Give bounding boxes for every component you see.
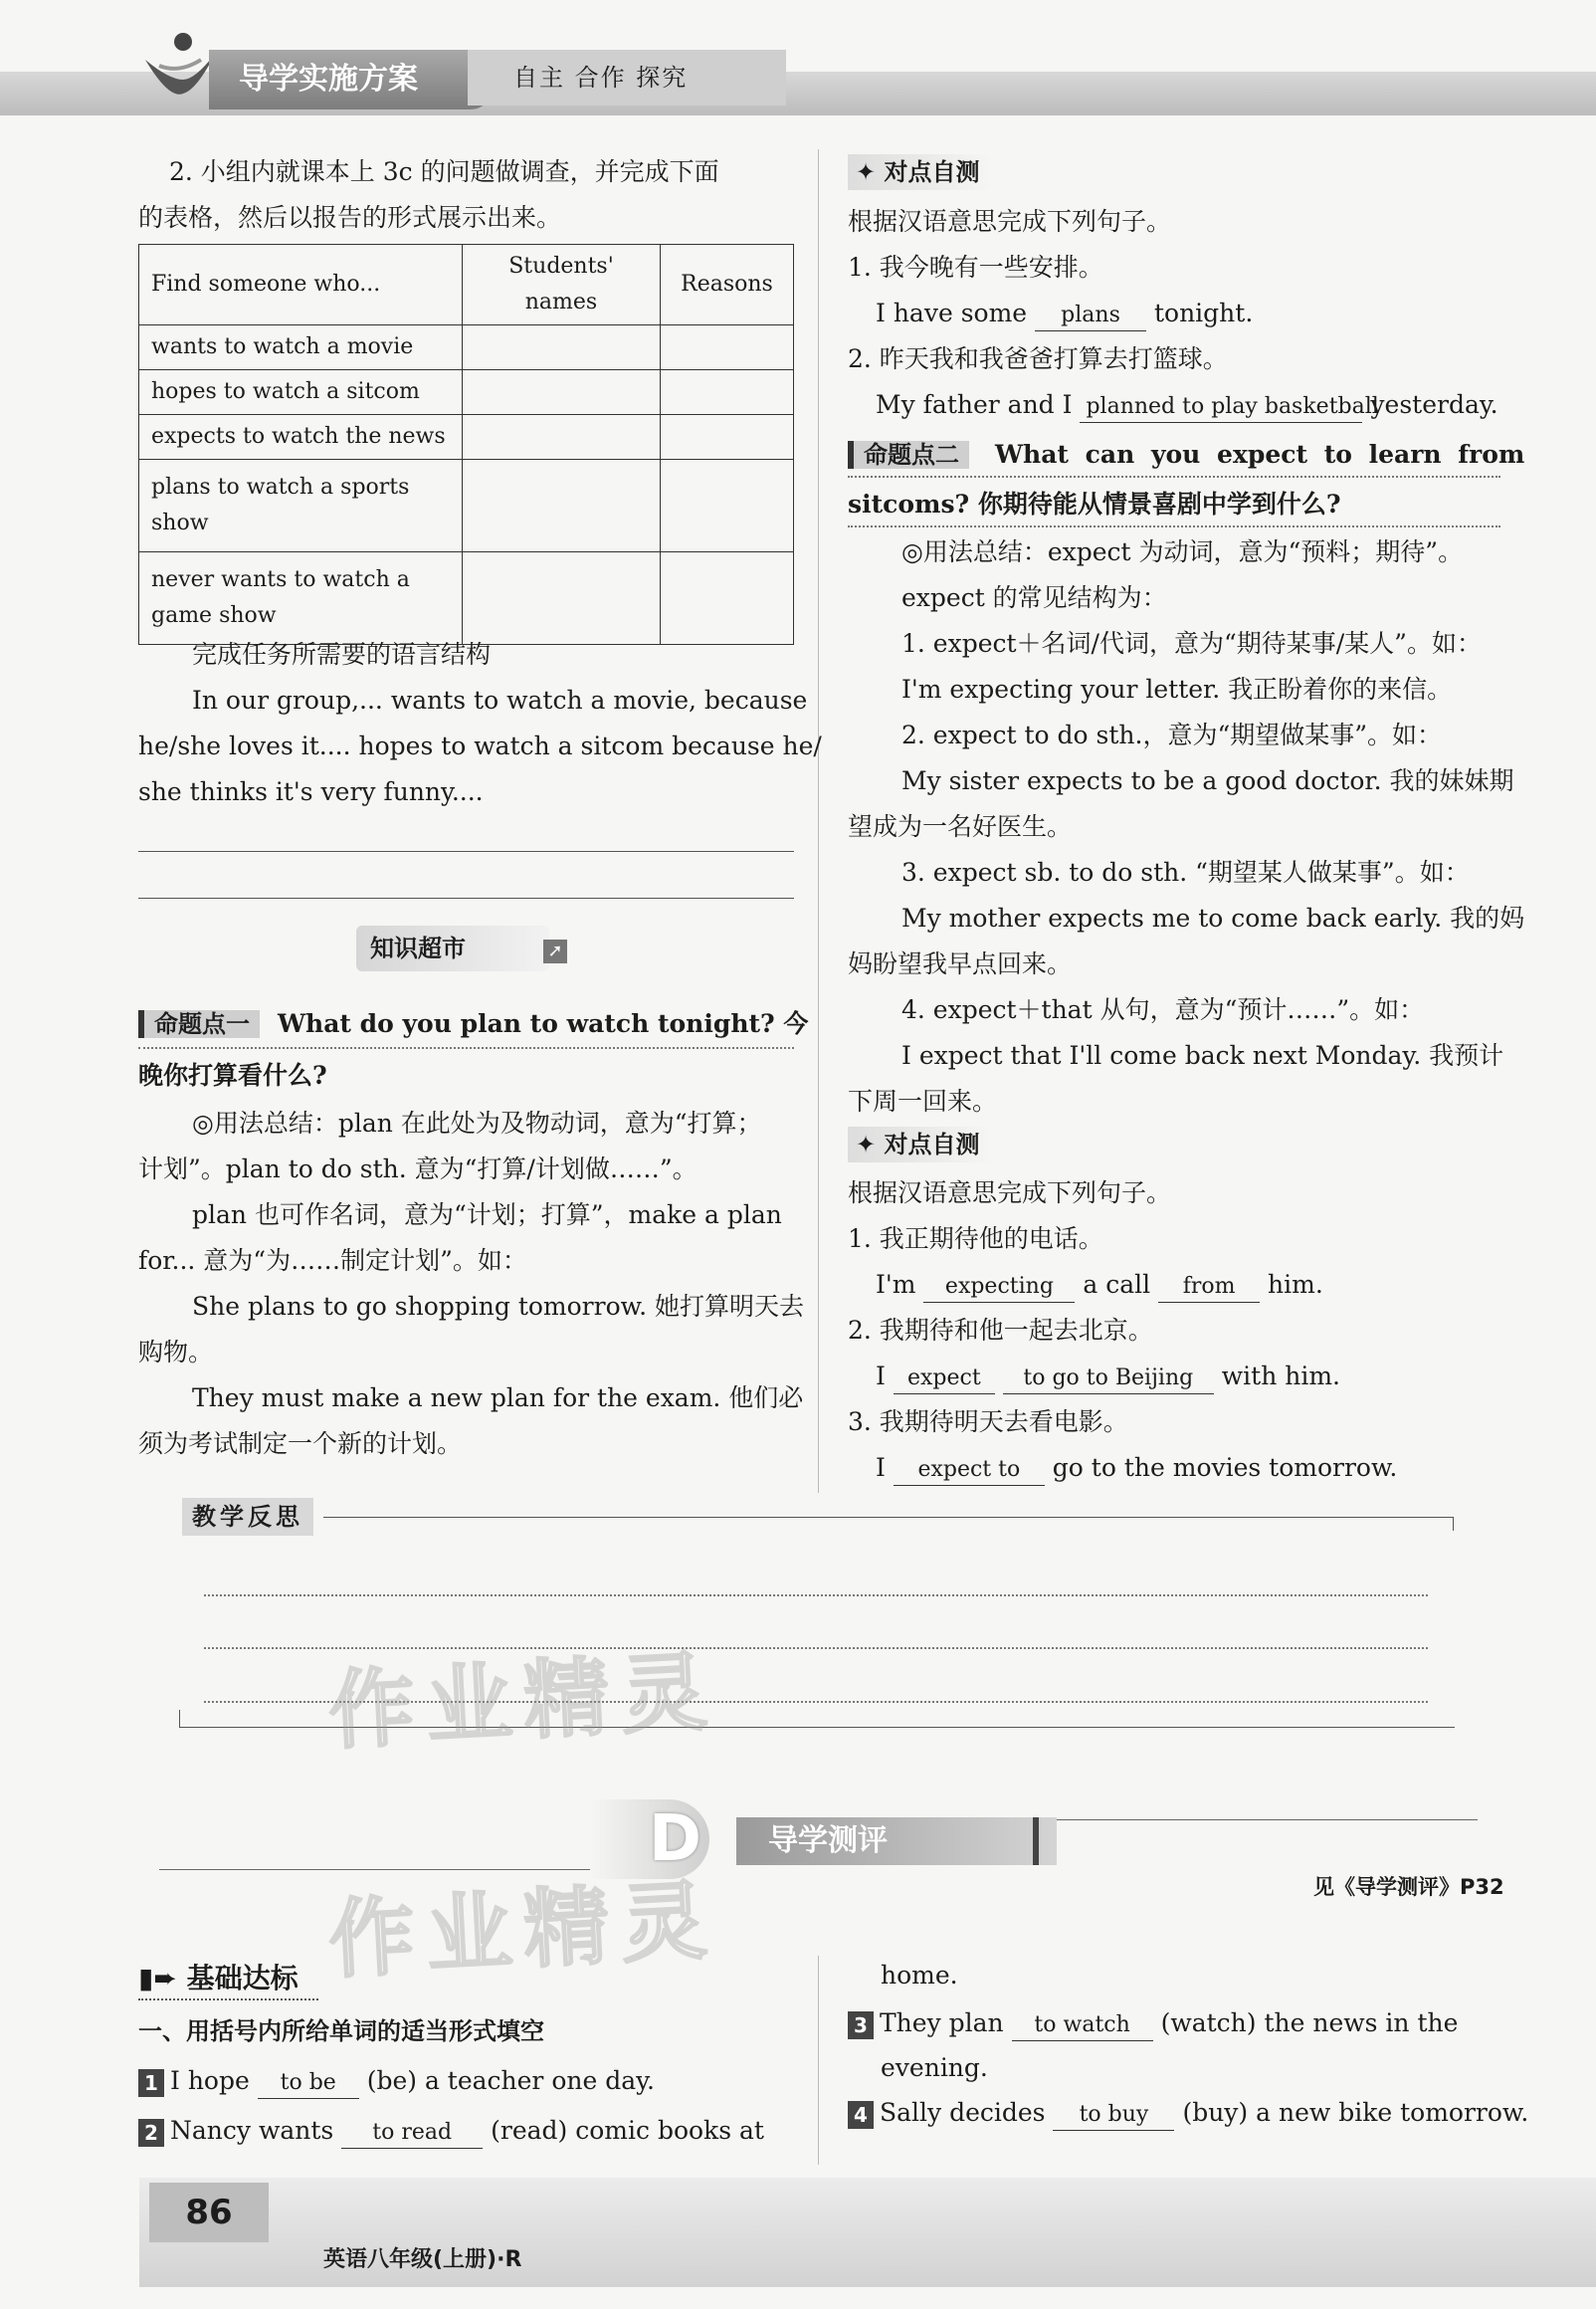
selftest1-label-text: 对点自测 — [884, 158, 980, 186]
table-cell — [661, 370, 794, 415]
point2-line: I expect that I'll come back next Monday. 我预计 — [901, 1041, 1504, 1070]
point2-line: 妈盼望我早点回来。 — [848, 949, 1073, 978]
rule-end — [1453, 1517, 1454, 1531]
point2-line: 2. expect to do sth.，意为“期望做某事”。如： — [901, 721, 1443, 749]
table-cell — [661, 325, 794, 370]
point2-title-cont: sitcoms? 你期待能从情景喜剧中学到什么? — [848, 490, 1341, 519]
blank-answer: to go to Beijing — [1003, 1364, 1214, 1394]
blank-answer: to read — [341, 2118, 483, 2149]
point1-line: 购物。 — [138, 1338, 214, 1366]
table-cell — [463, 552, 661, 645]
text: (be) a teacher one day. — [366, 2066, 655, 2095]
structure-line: In our group,... wants to watch a movie, because — [192, 686, 808, 715]
point1-line: 计划”。plan to do sth. 意为“打算/计划做……”。 — [138, 1154, 698, 1183]
blank-answer: expecting — [923, 1272, 1075, 1303]
blank-answer: plans — [1035, 301, 1146, 331]
selftest1-q2: 2. 昨天我和我爸爸打算去打篮球。 — [848, 344, 1228, 373]
basics-q2 — [138, 2108, 764, 2154]
text: I have some — [876, 299, 1028, 327]
reflection-top-rule — [323, 1517, 1453, 1518]
question-number: 3 — [848, 2011, 874, 2039]
table-row — [139, 325, 794, 370]
point1-line: plan 也可作名词，意为“计划；打算”，make a plan — [192, 1200, 782, 1229]
structure-title: 完成任务所需要的语言结构 — [192, 640, 492, 669]
point2-line: 4. expect＋that 从句，意为“预计……”。如： — [901, 995, 1425, 1024]
selftest2-label-text: 对点自测 — [884, 1131, 980, 1158]
table-cell — [661, 415, 794, 460]
point1-line: 须为考试制定一个新的计划。 — [138, 1429, 463, 1458]
point1-tag: 命题点一 — [138, 1010, 260, 1038]
point2-line: 3. expect sb. to do sth. “期望某人做某事”。如： — [901, 858, 1470, 887]
text: I'm — [876, 1270, 916, 1299]
text: yesterday. — [1370, 390, 1498, 419]
point2-line: I'm expecting your letter. 我正盼着你的来信。 — [901, 675, 1453, 704]
table-header-cell: Reasons — [661, 245, 794, 325]
text: with him. — [1221, 1362, 1340, 1390]
text: I hope — [170, 2066, 250, 2095]
table-header-cell: Find someone who... — [139, 245, 463, 325]
assessment-reference: 见《导学测评》P32 — [1313, 1875, 1504, 1899]
point2-line: My mother expects me to come back early. 我的妈 — [901, 904, 1525, 933]
selftest1-instruction: 根据汉语意思完成下列句子。 — [848, 207, 1172, 236]
table-row — [139, 370, 794, 415]
table-cell: never wants to watch a game show — [139, 552, 463, 645]
table-cell: expects to watch the news — [139, 415, 463, 460]
basics-q4 — [848, 2090, 1528, 2136]
basics-q2-cont: home. — [881, 1961, 958, 1990]
banner-bar — [1033, 1817, 1039, 1865]
dotted-rule — [848, 525, 1500, 527]
text: My father and I — [876, 390, 1073, 419]
text: (watch) the news in the — [1160, 2008, 1459, 2037]
table-cell: wants to watch a movie — [139, 325, 463, 370]
point1-line: ◎用法总结：plan 在此处为及物动词，意为“打算； — [192, 1109, 762, 1138]
point1-title: What do you plan to watch tonight? 今 — [277, 1009, 809, 1038]
point1-line: They must make a new plan for the exam. 他们必 — [192, 1383, 804, 1412]
survey-intro-1: 2. 小组内就课本上 3c 的问题做调查，并完成下面 — [169, 157, 719, 186]
watermark: 作业精灵 — [326, 1870, 721, 1992]
table-cell — [463, 325, 661, 370]
selftest2-q2: 2. 我期待和他一起去北京。 — [848, 1316, 1153, 1345]
table-row — [139, 460, 794, 552]
header-subtitle: 自主 合作 探究 — [468, 50, 786, 105]
point2-line: My sister expects to be a good doctor. 我的妹妹期 — [901, 766, 1514, 795]
answer-line — [138, 898, 794, 899]
selftest2-q3: 3. 我期待明天去看电影。 — [848, 1407, 1128, 1436]
selftest1-q1: 1. 我今晚有一些安排。 — [848, 253, 1103, 282]
selftest2-instruction: 根据汉语意思完成下列句子。 — [848, 1178, 1172, 1207]
selftest1-q1-answer — [876, 291, 1253, 336]
text: (buy) a new bike tomorrow. — [1182, 2098, 1529, 2127]
survey-table — [138, 244, 794, 645]
table-cell — [463, 370, 661, 415]
text: I — [876, 1453, 886, 1482]
question-number: 4 — [848, 2101, 874, 2129]
table-cell: hopes to watch a sitcom — [139, 370, 463, 415]
point2-line: expect 的常见结构为： — [901, 583, 1167, 612]
basics-label-text: 基础达标 — [186, 1962, 299, 1994]
table-cell — [661, 552, 794, 645]
basics-q3-cont: evening. — [881, 2053, 988, 2082]
selftest2-q2-answer — [876, 1354, 1340, 1399]
text: him. — [1268, 1270, 1323, 1299]
knowledge-market-label: 知识超市 — [356, 926, 549, 971]
point1-line: for... 意为“为……制定计划”。如： — [138, 1246, 527, 1275]
table-row — [139, 415, 794, 460]
blank-answer: expect to — [894, 1455, 1045, 1486]
text: Sally decides — [880, 2098, 1046, 2127]
blank-answer: planned to play basketball — [1080, 392, 1362, 423]
arrow-icon: ➚ — [543, 940, 567, 963]
point1-line: She plans to go shopping tomorrow. 她打算明天去 — [192, 1292, 804, 1321]
basics-q3 — [848, 2000, 1458, 2046]
text: go to the movies tomorrow. — [1052, 1453, 1398, 1482]
column-divider — [818, 149, 819, 1493]
header-title: 导学实施方案 — [209, 50, 493, 109]
structure-line: he/she loves it.... hopes to watch a sitcom because he/ — [138, 732, 822, 760]
table-cell: plans to watch a sports show — [139, 460, 463, 552]
point2-line: ◎用法总结：expect 为动词，意为“预料；期待”。 — [901, 537, 1464, 566]
text: (read) comic books at — [491, 2116, 764, 2145]
table-header-cell: Students' names — [463, 245, 661, 325]
assessment-title: 导学测评 — [736, 1817, 1057, 1865]
blank-answer: from — [1158, 1272, 1260, 1303]
basics-label — [138, 1959, 318, 2000]
table-cell — [661, 460, 794, 552]
survey-intro-2: 的表格，然后以报告的形式展示出来。 — [138, 203, 562, 232]
table-header-row — [139, 245, 794, 325]
text: I — [876, 1362, 886, 1390]
page-number: 86 — [149, 2183, 269, 2242]
point1-heading — [138, 1001, 808, 1047]
table-cell — [463, 460, 661, 552]
point1-title-cont: 晚你打算看什么? — [138, 1061, 327, 1090]
blank-answer: to watch — [1012, 2010, 1153, 2041]
question-number: 1 — [138, 2069, 164, 2097]
text: a call — [1083, 1270, 1151, 1299]
selftest2-label: ✦ 对点自测 — [848, 1127, 993, 1162]
point2-title: What can you expect to learn from — [994, 440, 1525, 469]
selftest1-q2-answer — [876, 382, 1498, 428]
basics-section: 一、用括号内所给单词的适当形式填空 — [138, 2017, 544, 2045]
selftest2-q1-answer — [876, 1262, 1323, 1308]
answer-line — [138, 851, 794, 852]
question-number: 2 — [138, 2119, 164, 2147]
selftest2-q3-answer — [876, 1445, 1397, 1491]
selftest2-q1: 1. 我正期待他的电话。 — [848, 1224, 1103, 1253]
pointer-icon: ▮➨ — [138, 1962, 177, 1994]
point2-line: 望成为一名好医生。 — [848, 812, 1073, 841]
selftest1-label: ✦ 对点自测 — [848, 154, 993, 190]
table-cell — [463, 415, 661, 460]
text: Nancy wants — [170, 2116, 334, 2145]
rule-end — [179, 1710, 180, 1727]
reflection-label: 教学反思 — [182, 1498, 313, 1536]
basics-q1 — [138, 2058, 655, 2104]
blank-answer: to be — [258, 2068, 359, 2099]
structure-line: she thinks it's very funny.... — [138, 777, 484, 806]
point2-tag: 命题点二 — [848, 441, 969, 469]
point2-line: 1. expect＋名词/代词，意为“期待某事/某人”。如： — [901, 629, 1482, 658]
table-row — [139, 552, 794, 645]
watermark: 作业精灵 — [326, 1641, 721, 1763]
reflection-dotted-line — [204, 1594, 1428, 1596]
text: tonight. — [1153, 299, 1254, 327]
assessment-letter: D — [590, 1799, 709, 1879]
blank-answer: expect — [894, 1364, 995, 1394]
text: They plan — [880, 2008, 1004, 2037]
column-divider — [818, 1956, 819, 2165]
point2-line: 下周一回来。 — [848, 1087, 998, 1116]
dotted-rule — [138, 1047, 794, 1049]
blank-answer: to buy — [1053, 2100, 1174, 2131]
logo-icon — [139, 30, 219, 102]
dotted-rule — [848, 476, 1500, 478]
point2-heading — [848, 432, 1524, 478]
footer-book-title: 英语八年级(上册)·R — [323, 2247, 522, 2272]
banner-rule-right — [1040, 1819, 1478, 1820]
